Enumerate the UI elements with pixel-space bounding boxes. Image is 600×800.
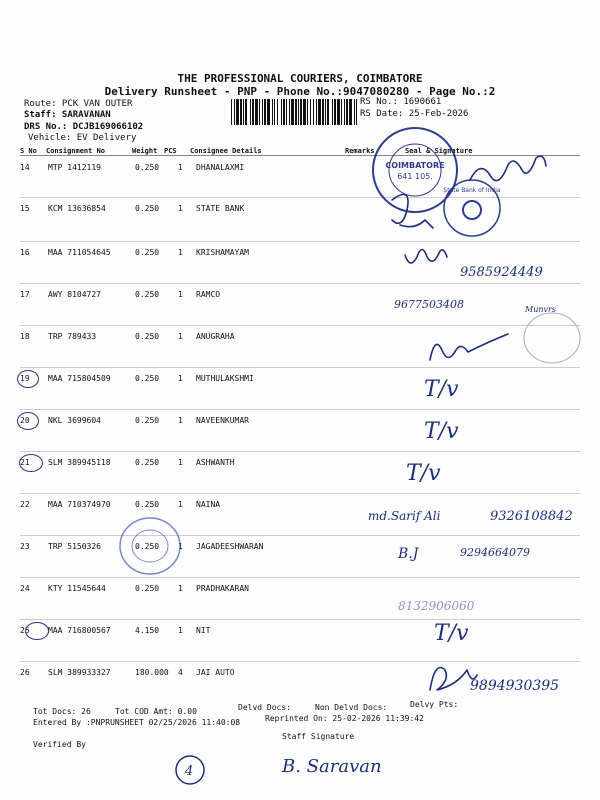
row-sno: 23 — [20, 542, 30, 551]
row-pcs: 1 — [178, 500, 183, 509]
verified-by-label: Verified By — [33, 740, 86, 749]
col-seal-signature: Seal & Signature — [405, 147, 473, 155]
row-consignment: MTP 1412119 — [48, 163, 101, 172]
col-consignee: Consignee Details — [190, 147, 262, 155]
college-seal-stamp — [373, 128, 457, 212]
row-pcs: 1 — [178, 416, 183, 425]
row-pcs: 1 — [178, 163, 183, 172]
row-weight: 0.250 — [135, 204, 160, 213]
row-consignment: TRP 789433 — [48, 332, 97, 341]
staff-label: Staff: SARAVANAN — [24, 110, 111, 120]
row-weight: 4.150 — [135, 626, 160, 635]
initials-row23: B.J — [398, 546, 419, 562]
row-weight: 0.250 — [135, 542, 160, 551]
drs-number: DRS No.: DCJB169066102 — [24, 122, 144, 132]
tv-mark-row25: T/v — [434, 621, 469, 646]
vehicle-label: Vehicle: EV Delivery — [28, 133, 137, 143]
row-consignment: KCM 13636854 — [48, 204, 106, 213]
seal-stamp-row22 — [120, 518, 180, 574]
row-weight: 0.250 — [135, 332, 160, 341]
row-consignee: ASHWANTH — [196, 458, 235, 467]
row-sno: 22 — [20, 500, 30, 509]
reprinted-on: Reprinted On: 25-02-2026 11:39:42 — [265, 714, 424, 723]
rs-number: RS No.: 1690661 — [360, 97, 442, 107]
delivered-docs: Delvd Docs: — [238, 703, 291, 712]
row-consignee: PRADHAKARAN — [196, 584, 249, 593]
col-consignment: Consignment No — [46, 147, 106, 155]
row-sno: 15 — [20, 204, 30, 213]
row-consignment: NKL 3699604 — [48, 416, 101, 425]
route-label: Route: PCK VAN OUTER — [24, 99, 133, 109]
phone-row23: 9294664079 — [460, 546, 530, 559]
phone-row24: 8132906060 — [398, 599, 475, 613]
row-consignee: RAMCO — [196, 290, 221, 299]
bank-seal-stamp — [443, 180, 501, 236]
staff-signature: B. Saravan — [282, 756, 382, 777]
document-subtitle: Delivery Runsheet - PNP - Phone No.:9047080280 - Page No.:2 — [104, 85, 496, 98]
row-consignee: NAVEENKUMAR — [196, 416, 249, 425]
page-count-mark: 4 — [185, 764, 194, 779]
phone-row26: 9894930395 — [470, 678, 560, 694]
row-consignment: AWY 8104727 — [48, 290, 101, 299]
row-weight: 0.250 — [135, 374, 160, 383]
row-weight: 0.250 — [135, 163, 160, 172]
document-title: THE PROFESSIONAL COURIERS, COIMBATORE — [177, 72, 423, 85]
row-consignment: MAA 711054645 — [48, 248, 111, 257]
row-consignee: KRISHAMAYAM — [196, 248, 249, 257]
row-consignee: ANUGRAHA — [196, 332, 235, 341]
row-consignee: DHANALAXMI — [196, 163, 245, 172]
row-sno: 20 — [20, 416, 30, 425]
total-docs: Tot Docs: 26 — [33, 707, 91, 716]
row-sno: 14 — [20, 163, 30, 172]
total-cod: Tot COD Amt: 0.00 — [115, 707, 197, 716]
row-pcs: 4 — [178, 668, 183, 677]
row-pcs: 1 — [178, 290, 183, 299]
row-pcs: 1 — [178, 204, 183, 213]
non-delivered-docs: Non Delvd Docs: — [315, 703, 388, 712]
row-consignment: KTY 11545644 — [48, 584, 106, 593]
row-pcs: 1 — [178, 332, 183, 341]
row-consignment: MAA 715804509 — [48, 374, 111, 383]
row-pcs: 1 — [178, 584, 183, 593]
row-consignment: MAA 716800567 — [48, 626, 111, 635]
col-pcs: PCS — [164, 147, 177, 155]
stamp-pin: 641 105. — [397, 172, 433, 181]
phone-row17: 9677503408 — [394, 298, 464, 311]
col-weight: Weight — [132, 147, 158, 155]
row-consignee: NAINA — [196, 500, 221, 509]
row-weight: 0.250 — [135, 458, 160, 467]
row-consignment: TRP 5150326 — [48, 542, 101, 551]
stamp-bank-name: State Bank of India — [443, 187, 501, 194]
row-consignment: SLM 389933327 — [48, 668, 111, 677]
row-consignee: MUTHULAKSHMI — [196, 374, 254, 383]
row-pcs: 1 — [178, 374, 183, 383]
note-row17: Munvrs — [525, 305, 556, 314]
row-pcs: 1 — [178, 248, 183, 257]
row-consignment: SLM 389945118 — [48, 458, 111, 467]
signature-row14 — [470, 156, 546, 180]
tv-mark-row20: T/v — [424, 419, 459, 444]
row-consignee: NIT — [196, 626, 211, 635]
row-consignment: MAA 710374970 — [48, 500, 111, 509]
signature-row16 — [405, 250, 447, 264]
row-sno: 21 — [20, 458, 30, 467]
row-sno: 17 — [20, 290, 30, 299]
phone-row22: 9326108842 — [490, 509, 573, 524]
row-sno: 25 — [20, 626, 30, 635]
signature-row18 — [430, 334, 508, 360]
stamp-city: COIMBATORE — [385, 161, 445, 170]
row-weight: 0.250 — [135, 584, 160, 593]
faint-stamp-row18 — [524, 313, 580, 363]
entered-by: Entered By :PNPRUNSHEET 02/25/2026 11:40:08 — [33, 718, 241, 727]
tv-mark-row19: T/v — [424, 377, 459, 402]
row-sno: 24 — [20, 584, 30, 593]
row-weight: 0.250 — [135, 500, 160, 509]
rs-date: RS Date: 25-Feb-2026 — [360, 109, 469, 119]
row-pcs: 1 — [178, 542, 183, 551]
row-sno: 16 — [20, 248, 30, 257]
col-remarks: Remarks — [345, 147, 375, 155]
tv-mark-row21: T/v — [406, 461, 441, 486]
row-consignee: STATE BANK — [196, 204, 245, 213]
row-pcs: 1 — [178, 626, 183, 635]
phone-row16: 9585924449 — [460, 265, 543, 280]
row-sno: 18 — [20, 332, 30, 341]
row-weight: 0.250 — [135, 248, 160, 257]
staff-signature-label: Staff Signature — [282, 732, 355, 741]
col-sno: S No — [20, 147, 37, 155]
row-weight: 0.250 — [135, 416, 160, 425]
row-consignee: JAI AUTO — [196, 668, 235, 677]
row-sno: 26 — [20, 668, 30, 677]
row-sno: 19 — [20, 374, 30, 383]
delivery-points: Delvy Pts: — [410, 700, 459, 709]
row-pcs: 1 — [178, 458, 183, 467]
row-weight: 180.000 — [135, 668, 169, 677]
row-consignee: JAGADEESHWARAN — [196, 542, 264, 551]
row-weight: 0.250 — [135, 290, 160, 299]
name-row22: md.Sarif Ali — [368, 509, 441, 523]
